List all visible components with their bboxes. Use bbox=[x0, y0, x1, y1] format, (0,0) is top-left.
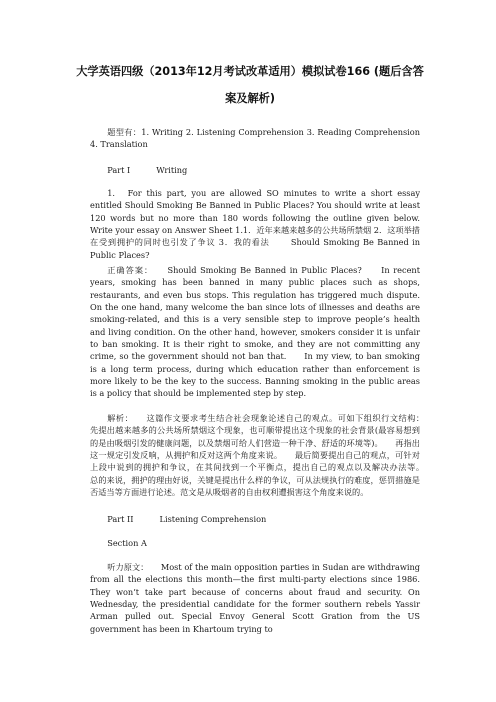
question-types: 题型有：1. Writing 2. Listening Comprehension 3. Reading Comprehension 4. Translation bbox=[90, 127, 420, 150]
document-title-line-1: 大学英语四级（2013年12月考试改革适用）模拟试卷166 (题后含答 bbox=[76, 65, 424, 78]
part-1-name: Writing bbox=[156, 165, 188, 175]
part-1-number: Part I bbox=[107, 165, 131, 175]
answer-essay: 正确答案： Should Smoking Be Banned in Public Places? In recent years, smoking has been banned in many public places such as shops, restaurants, and even bus stops. This regulation has triggered much dispute. On the one hand, many welcome the ban since lots of illnesses and deaths are smoking-related, and this is a very sensible step to improve people’s health and living condition. On the other hand, however, smokers consider it is unfair to ban smoking. It is their right to smoke, and they are not committing any crime, so the government should not ban that. In my view, to ban smoking is a long term process, during which education rather than enforcement is more likely to be the key to the success. Banning smoking in the public areas is a policy that should be implemented step by step. bbox=[90, 265, 437, 399]
part-2-name: Listening Comprehension bbox=[159, 514, 267, 524]
part-1-heading bbox=[90, 164, 420, 176]
part-2-heading bbox=[90, 513, 420, 525]
section-a-heading: Section A bbox=[107, 538, 147, 548]
document-title-line-2: 案及解析) bbox=[225, 92, 275, 105]
listening-text: 听力原文： Most of the main opposition parties in Sudan are withdrawing from all the elections this month—the first multi-party elections since 1986. They won’t take part because of concerns about fraud and security. On Wednesday, the presidential candidate for the former southern rebels Yassir Arman pulled out. Special Envoy General Scott Gration from the US government has been in Khartoum trying to bbox=[90, 562, 420, 634]
part-2-number: Part II bbox=[107, 514, 134, 524]
analysis: 解析： 这篇作文要求考生结合社会现象论述自己的观点。可如下组织行文结构： 先提出越来越多的公共场所禁烟这个现象，也可顺带提出这个现象的社会背景(最容易想到的是由吸烟引发的健康问题，以及禁烟可给人们营造一种干净、舒适的环境等)。 再指出这一规定引发反响，从拥护和反对这两个角度来说。 最后简要提出自己的观点，可针对上段中说到的拥护和争议，在其间找到一个平衡点，提出自己的观点以及解决办法等。 总的来说，拥护的理由好说，关键是提出什么样的争议，可从法规执行的难度，惩罚措施是否适当等方面进行论述。范文是从吸烟者的自由权利遭损害这个角度来说的。 bbox=[90, 413, 437, 498]
question-1: 1. For this part, you are allowed SO minutes to write a short essay entitled Should Smoking Be Banned in Public Places? You should write at least 120 words but no more than 180 words following the outline given below. Write your essay on Answer Sheet 1.1．近年来越来越多的公共场所禁烟 2．这项举措在受到拥护的同时也引发了争议 3．我的看法 Should Smoking Be Banned in Public Places? bbox=[90, 188, 420, 260]
